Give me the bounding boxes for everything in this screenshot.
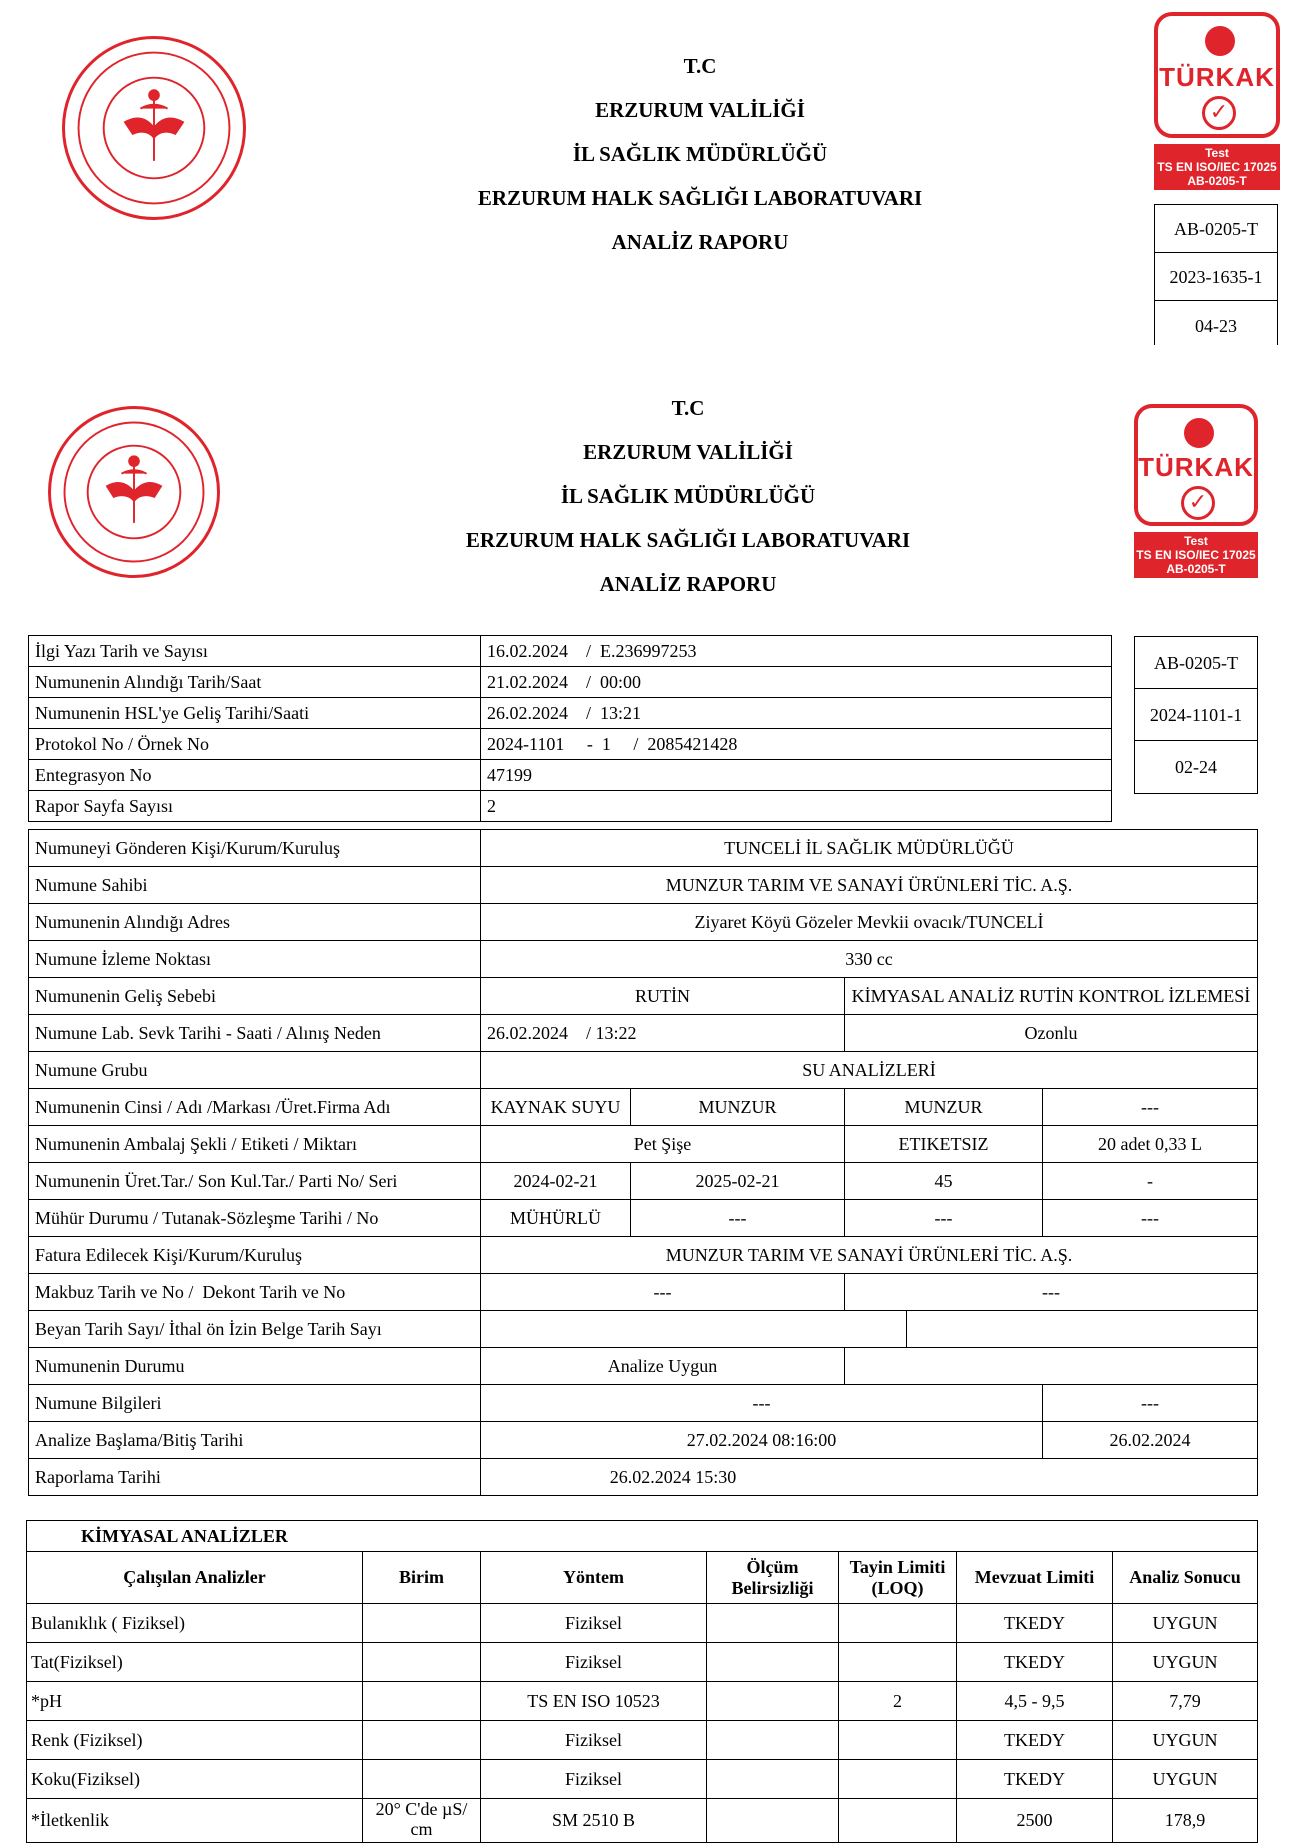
- cell: 7,79: [1113, 1682, 1258, 1721]
- table-row: [29, 1237, 1258, 1274]
- table-row: [27, 1604, 1258, 1643]
- row-label: Beyan Tarih Sayı/ İthal ön İzin Belge Tarih Sayı: [29, 1311, 481, 1348]
- cell: Renk (Fiziksel): [27, 1721, 363, 1760]
- info-value: 21.02.2024 / 00:00: [481, 667, 1112, 698]
- section-title-row: [27, 1521, 1258, 1552]
- row-value: -: [1043, 1163, 1258, 1200]
- header-line: İL SAĞLIK MÜDÜRLÜĞÜ: [572, 142, 828, 166]
- table-row: [29, 1311, 1258, 1348]
- cell: TS EN ISO 10523: [481, 1682, 707, 1721]
- info-value: 16.02.2024 / E.236997253: [481, 636, 1112, 667]
- row-value: [481, 1459, 1258, 1496]
- table-row: [29, 760, 1112, 791]
- ministry-seal: [48, 406, 220, 578]
- cell: [839, 1721, 957, 1760]
- turkak-tag-line: AB-0205-T: [1187, 174, 1247, 188]
- row-value: Analize Uygun: [481, 1348, 845, 1385]
- top-code-box: [1154, 204, 1278, 345]
- row-value: 2024-02-21: [481, 1163, 631, 1200]
- table-row: [29, 941, 1258, 978]
- info-label: Numunenin HSL'ye Geliş Tarihi/Saati: [29, 698, 481, 729]
- table-row: [27, 1760, 1258, 1799]
- row-label: Numune Grubu: [29, 1052, 481, 1089]
- info-value: 47199: [481, 760, 1112, 791]
- row-value: ---: [845, 1200, 1043, 1237]
- table-row: [29, 791, 1112, 822]
- info-table: [28, 635, 1112, 822]
- cell: [707, 1721, 839, 1760]
- row-label: Numunenin Üret.Tar./ Son Kul.Tar./ Parti No/ Seri: [29, 1163, 481, 1200]
- header-line: ERZURUM HALK SAĞLIĞI LABORATUVARI: [477, 186, 923, 210]
- table-row: [29, 1422, 1258, 1459]
- turkak-word: TÜRKAK: [1138, 452, 1254, 482]
- row-value: ---: [1043, 1385, 1258, 1422]
- cell: [839, 1799, 957, 1843]
- table-row: [29, 1015, 1258, 1052]
- row-value: SU ANALİZLERİ: [481, 1052, 1258, 1089]
- row-value: 27.02.2024 08:16:00: [481, 1422, 1043, 1459]
- row-label: Raporlama Tarihi: [29, 1459, 481, 1496]
- cell: [363, 1760, 481, 1799]
- info-label: Numunenin Alındığı Tarih/Saat: [29, 667, 481, 698]
- cell: *İletkenlik: [27, 1799, 363, 1843]
- table-row: [27, 1721, 1258, 1760]
- cell: *pH: [27, 1682, 363, 1721]
- cell: TKEDY: [957, 1604, 1113, 1643]
- info-label: Rapor Sayfa Sayısı: [29, 791, 481, 822]
- row-value: ---: [1043, 1200, 1258, 1237]
- table-row: [29, 698, 1112, 729]
- column-header: Analiz Sonucu: [1113, 1552, 1258, 1604]
- code-value: 2023-1635-1: [1155, 253, 1277, 301]
- code-value: AB-0205-T: [1135, 637, 1257, 689]
- turkak-tag-line: AB-0205-T: [1166, 562, 1226, 576]
- cell: 2: [839, 1682, 957, 1721]
- table-row: [29, 830, 1258, 867]
- chem-table: [26, 1520, 1258, 1843]
- row-value: ---: [481, 1385, 1043, 1422]
- cell: TKEDY: [957, 1721, 1113, 1760]
- sample-table: [28, 829, 1258, 1496]
- row-value: ---: [1043, 1089, 1258, 1126]
- table-row: [29, 904, 1258, 941]
- row-label: Analize Başlama/Bitiş Tarihi: [29, 1422, 481, 1459]
- cell: Bulanıklık ( Fiziksel): [27, 1604, 363, 1643]
- table-row: [29, 1126, 1258, 1163]
- turkak-tag-line: Test: [1205, 146, 1229, 160]
- row-value: Pet Şişe: [481, 1126, 845, 1163]
- row-value: ---: [631, 1200, 845, 1237]
- cell: 2500: [957, 1799, 1113, 1843]
- row-label: Numuneyi Gönderen Kişi/Kurum/Kuruluş: [29, 830, 481, 867]
- cell: TKEDY: [957, 1760, 1113, 1799]
- header-line: ERZURUM HALK SAĞLIĞI LABORATUVARI: [465, 528, 911, 552]
- row-label: Numunenin Geliş Sebebi: [29, 978, 481, 1015]
- cell: 20° C'de µS/ cm: [363, 1799, 481, 1843]
- row-value: MUNZUR: [631, 1089, 845, 1126]
- row-label: Numune Sahibi: [29, 867, 481, 904]
- row-value: Ziyaret Köyü Gözeler Mevkii ovacık/TUNCELİ: [481, 904, 1258, 941]
- header-line: ANALİZ RAPORU: [611, 230, 789, 254]
- info-value: 26.02.2024 / 13:21: [481, 698, 1112, 729]
- cell: Fiziksel: [481, 1604, 707, 1643]
- table-row: [29, 1052, 1258, 1089]
- cell: UYGUN: [1113, 1604, 1258, 1643]
- row-value: 20 adet 0,33 L: [1043, 1126, 1258, 1163]
- info-value: 2024-1101 - 1 / 2085421428: [481, 729, 1112, 760]
- table-row: [29, 1163, 1258, 1200]
- cell: UYGUN: [1113, 1760, 1258, 1799]
- cell: [707, 1799, 839, 1843]
- turkak-tag-line: TS EN ISO/IEC 17025: [1157, 160, 1277, 174]
- turkak-tag-line: TS EN ISO/IEC 17025: [1136, 548, 1256, 562]
- row-value: KAYNAK SUYU: [481, 1089, 631, 1126]
- section-title: KİMYASAL ANALİZLER: [27, 1521, 1258, 1552]
- row-value: 45: [845, 1163, 1043, 1200]
- row-value: ETIKETSIZ: [845, 1126, 1043, 1163]
- row-label: Numunenin Ambalaj Şekli / Etiketi / Miktarı: [29, 1126, 481, 1163]
- table-row: [29, 729, 1112, 760]
- cell: UYGUN: [1113, 1721, 1258, 1760]
- cell: SM 2510 B: [481, 1799, 707, 1843]
- row-label: Numune Lab. Sevk Tarihi - Saati / Alınış Neden: [29, 1015, 481, 1052]
- cell: [839, 1604, 957, 1643]
- ministry-seal: [62, 36, 246, 220]
- header-line: ERZURUM VALİLİĞİ: [583, 440, 793, 464]
- row-value: 330 cc: [481, 941, 1258, 978]
- table-row: [29, 1348, 1258, 1385]
- cell: Fiziksel: [481, 1643, 707, 1682]
- code-value: AB-0205-T: [1155, 205, 1277, 253]
- cell: [363, 1643, 481, 1682]
- table-row: [29, 1385, 1258, 1422]
- column-header: Mevzuat Limiti: [957, 1552, 1113, 1604]
- table-row: [29, 636, 1112, 667]
- crescent-icon: [1184, 418, 1214, 448]
- table-row: [27, 1682, 1258, 1721]
- cell: [839, 1643, 957, 1682]
- turkak-logo: [1134, 404, 1258, 578]
- row-label: Mühür Durumu / Tutanak-Sözleşme Tarihi / No: [29, 1200, 481, 1237]
- header-row: [27, 1552, 1258, 1604]
- table-row: [29, 667, 1112, 698]
- cell: [707, 1760, 839, 1799]
- turkak-tag-line: Test: [1184, 534, 1208, 548]
- cell: 4,5 - 9,5: [957, 1682, 1113, 1721]
- table-row: [29, 978, 1258, 1015]
- check-icon: ✓: [1181, 486, 1215, 520]
- header-line: T.C: [671, 396, 705, 420]
- cell: UYGUN: [1113, 1643, 1258, 1682]
- row-value: TUNCELİ İL SAĞLIK MÜDÜRLÜĞÜ: [481, 830, 1258, 867]
- table-row: [27, 1643, 1258, 1682]
- row-value: ---: [845, 1274, 1258, 1311]
- row-value: ---: [481, 1274, 845, 1311]
- row-value: MUNZUR TARIM VE SANAYİ ÜRÜNLERİ TİC. A.Ş.: [481, 1237, 1258, 1274]
- cell: Tat(Fiziksel): [27, 1643, 363, 1682]
- cell: [707, 1682, 839, 1721]
- turkak-logo: [1154, 12, 1280, 190]
- header-line: ERZURUM VALİLİĞİ: [595, 98, 805, 122]
- column-header: Tayin Limiti (LOQ): [839, 1552, 957, 1604]
- column-header: Çalışılan Analizler: [27, 1552, 363, 1604]
- table-row: [29, 1274, 1258, 1311]
- row-label: Numune İzleme Noktası: [29, 941, 481, 978]
- row-value: 2025-02-21: [631, 1163, 845, 1200]
- turkak-word: TÜRKAK: [1159, 62, 1275, 92]
- table-row: [29, 1200, 1258, 1237]
- row-label: Numunenin Alındığı Adres: [29, 904, 481, 941]
- row-value: [907, 1311, 1258, 1348]
- code-value: 04-23: [1195, 316, 1237, 336]
- cell: [839, 1760, 957, 1799]
- header-line: ANALİZ RAPORU: [599, 572, 777, 596]
- table-row: [29, 867, 1258, 904]
- row-value: [481, 1311, 907, 1348]
- row-label: Numunenin Cinsi / Adı /Markası /Üret.Firma Adı: [29, 1089, 481, 1126]
- cell: Koku(Fiziksel): [27, 1760, 363, 1799]
- cell: Fiziksel: [481, 1760, 707, 1799]
- info-value: 2: [481, 791, 1112, 822]
- row-value: [845, 1348, 1258, 1385]
- main-header-lines: [388, 386, 988, 606]
- row-value: 26.02.2024 / 13:22: [481, 1015, 845, 1052]
- report-date: 26.02.2024 15:30: [609, 1466, 737, 1487]
- row-value: MUNZUR: [845, 1089, 1043, 1126]
- cell: [707, 1643, 839, 1682]
- row-label: Fatura Edilecek Kişi/Kurum/Kuruluş: [29, 1237, 481, 1274]
- column-header: Ölçüm Belirsizliği: [707, 1552, 839, 1604]
- row-label: Numune Bilgileri: [29, 1385, 481, 1422]
- cell: TKEDY: [957, 1643, 1113, 1682]
- row-value: MUNZUR TARIM VE SANAYİ ÜRÜNLERİ TİC. A.Ş.: [481, 867, 1258, 904]
- crescent-icon: [1205, 26, 1235, 56]
- row-value: MÜHÜRLÜ: [481, 1200, 631, 1237]
- row-value: RUTİN: [481, 978, 845, 1015]
- header-line: T.C: [683, 54, 717, 78]
- code-value: 02-24: [1175, 757, 1217, 777]
- column-header: Birim: [363, 1552, 481, 1604]
- table-row: [29, 1089, 1258, 1126]
- table-row: [27, 1799, 1258, 1843]
- code-value: 2024-1101-1: [1135, 689, 1257, 741]
- report-code-box: [1134, 636, 1258, 794]
- column-header: Yöntem: [481, 1552, 707, 1604]
- top-header-lines: [400, 44, 1000, 264]
- row-value: KİMYASAL ANALİZ RUTİN KONTROL İZLEMESİ: [845, 978, 1258, 1015]
- table-row: [29, 1459, 1258, 1496]
- cell: [363, 1721, 481, 1760]
- row-value: Ozonlu: [845, 1015, 1258, 1052]
- header-line: İL SAĞLIK MÜDÜRLÜĞÜ: [560, 484, 816, 508]
- cell: [363, 1604, 481, 1643]
- info-label: İlgi Yazı Tarih ve Sayısı: [29, 636, 481, 667]
- cell: [707, 1604, 839, 1643]
- row-value: 26.02.2024: [1043, 1422, 1258, 1459]
- info-label: Protokol No / Örnek No: [29, 729, 481, 760]
- cell: 178,9: [1113, 1799, 1258, 1843]
- info-label: Entegrasyon No: [29, 760, 481, 791]
- check-icon: ✓: [1202, 96, 1236, 130]
- cell: [363, 1682, 481, 1721]
- row-label: Numunenin Durumu: [29, 1348, 481, 1385]
- row-label: Makbuz Tarih ve No / Dekont Tarih ve No: [29, 1274, 481, 1311]
- cell: Fiziksel: [481, 1721, 707, 1760]
